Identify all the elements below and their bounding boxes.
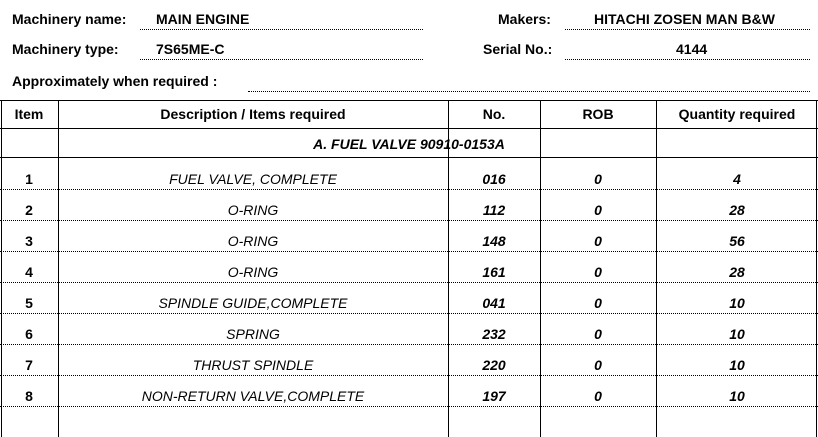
machinery-name-underline (140, 29, 423, 30)
section-title: A. FUEL VALVE 90910-0153A (313, 136, 505, 152)
table-row (0, 231, 818, 251)
part-number-cell: 220 (482, 357, 506, 373)
description-cell: SPINDLE GUIDE,COMPLETE (158, 295, 348, 311)
row-divider (0, 375, 818, 376)
row-divider (0, 406, 818, 407)
row-divider (0, 251, 818, 252)
rob-cell: 0 (594, 357, 602, 373)
rob-cell: 0 (594, 264, 602, 280)
column-header-description: Description / Items required (160, 106, 346, 122)
requisition-table (0, 100, 818, 437)
machinery-name-label: Machinery name: (12, 11, 127, 27)
description-cell: O-RING (227, 233, 279, 249)
quantity-cell: 28 (729, 264, 745, 280)
quantity-cell: 10 (729, 326, 745, 342)
approx-required-label: Approximately when required : (12, 73, 218, 89)
serial-underline (565, 59, 810, 60)
quantity-cell: 10 (729, 295, 745, 311)
description-cell: THRUST SPINDLE (192, 357, 314, 373)
item-cell: 3 (25, 233, 33, 249)
rob-cell: 0 (594, 295, 602, 311)
column-header-quantity: Quantity required (678, 106, 796, 122)
machinery-name-value: MAIN ENGINE (156, 11, 250, 27)
description-cell: NON-RETURN VALVE,COMPLETE (141, 388, 365, 404)
part-number-cell: 041 (482, 295, 506, 311)
rob-cell: 0 (594, 171, 602, 187)
table-row (0, 324, 818, 344)
item-cell: 2 (25, 202, 33, 218)
column-header-no: No. (482, 106, 506, 122)
item-cell: 1 (25, 171, 33, 187)
row-divider (0, 282, 818, 283)
quantity-cell: 10 (729, 388, 745, 404)
item-cell: 5 (25, 295, 33, 311)
makers-value: HITACHI ZOSEN MAN B&W (594, 11, 775, 27)
quantity-cell: 28 (729, 202, 745, 218)
item-cell: 7 (25, 357, 33, 373)
part-number-cell: 197 (482, 388, 506, 404)
row-divider (0, 344, 818, 345)
table-row (0, 386, 818, 406)
machinery-type-label: Machinery type: (12, 41, 119, 57)
rob-cell: 0 (594, 233, 602, 249)
section-separator (0, 157, 818, 158)
part-number-cell: 112 (482, 202, 506, 218)
serial-value: 4144 (676, 41, 708, 57)
row-divider (0, 220, 818, 221)
quantity-cell: 4 (733, 171, 741, 187)
table-row (0, 293, 818, 313)
item-cell: 6 (25, 326, 33, 342)
table-row (0, 200, 818, 220)
makers-label: Makers: (498, 11, 551, 27)
part-number-cell: 232 (482, 326, 506, 342)
description-cell: FUEL VALVE, COMPLETE (169, 171, 337, 187)
header-separator (0, 128, 818, 129)
item-cell: 4 (25, 264, 33, 280)
rob-cell: 0 (594, 326, 602, 342)
part-number-cell: 161 (482, 264, 506, 280)
column-header-item: Item (14, 106, 44, 122)
makers-underline (565, 29, 810, 30)
item-cell: 8 (25, 388, 33, 404)
table-row (0, 355, 818, 375)
machinery-type-value: 7S65ME-C (156, 41, 225, 57)
row-divider (0, 189, 818, 190)
rob-cell: 0 (594, 388, 602, 404)
quantity-cell: 10 (729, 357, 745, 373)
description-cell: O-RING (227, 202, 279, 218)
part-number-cell: 016 (482, 171, 506, 187)
approx-required-underline (248, 91, 810, 92)
description-cell: SPRING (226, 326, 280, 342)
table-row (0, 169, 818, 189)
column-header-rob: ROB (582, 106, 614, 122)
part-number-cell: 148 (482, 233, 506, 249)
row-divider (0, 313, 818, 314)
serial-label: Serial No.: (483, 41, 553, 57)
quantity-cell: 56 (729, 233, 745, 249)
machinery-type-underline (140, 59, 423, 60)
table-row (0, 262, 818, 282)
rob-cell: 0 (594, 202, 602, 218)
description-cell: O-RING (227, 264, 279, 280)
